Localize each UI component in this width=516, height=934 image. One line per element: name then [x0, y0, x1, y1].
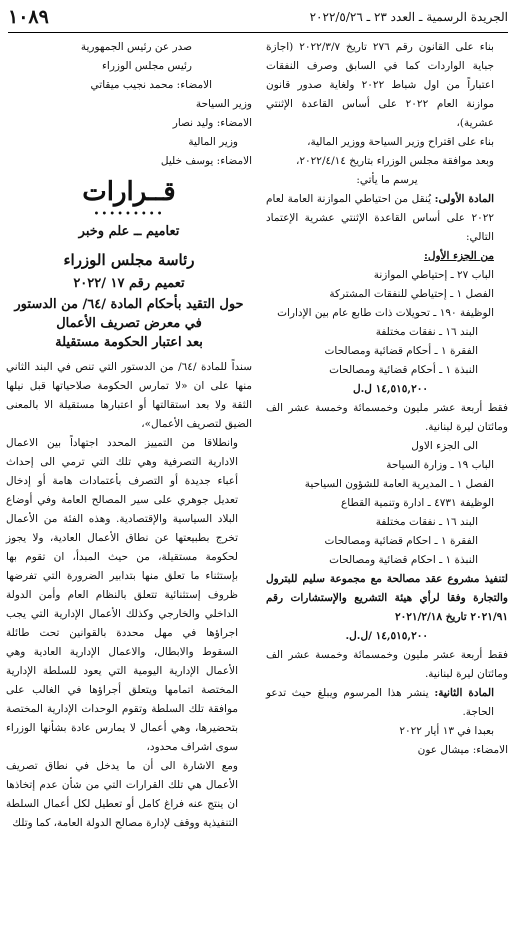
amount-2: ١٤,٥١٥,٢٠٠ /ل.ل.: [345, 630, 428, 642]
article-2-label: المادة الثانية:: [434, 687, 494, 699]
decree-after: وبعد موافقة مجلس الوزراء بتاريخ ٢٠٢٢/٤/١٤،: [296, 155, 494, 167]
purpose: لتنفيذ مشروع عقد مصالحة مع مجموعة سليم للبترول والتجارة وفقا لرأي هيئة التشريع والإستشارات رقم ٢٠٢١/٩١ تاريخ ٢٠٢١/٢/١٨: [266, 573, 508, 623]
pm-signature: الامضاء: محمد نجيب ميقاتي: [90, 79, 212, 91]
header-rule: [8, 32, 508, 33]
decree-formula: يرسم ما يأتي:: [356, 174, 418, 186]
president-signature: الامضاء: ميشال عون: [417, 744, 508, 756]
to-sub: النبذة ١ ـ احكام قضائية ومصالحات: [329, 554, 478, 566]
amount-1: ١٤,٥١٥,٢٠٠ ل.ل: [352, 383, 428, 395]
article-1-label: المادة الأولى:: [434, 193, 495, 205]
page-number: ١٠٨٩: [8, 6, 49, 28]
right-column: [266, 38, 508, 760]
from-item: البند ١٦ ـ نفقات مختلفة: [375, 326, 478, 338]
from-chapter: الباب ٢٧ ـ إحتياطي الموازنة: [373, 269, 494, 281]
article-1: [266, 190, 508, 247]
from-paragraph: الفقرة ١ ـ أحكام قضائية ومصالحات: [324, 345, 478, 357]
tourism-minister-title: وزير السياحة: [195, 98, 252, 110]
decree-date: بعبدا في ١٣ أيار ٢٠٢٢: [399, 725, 494, 737]
from-function: الوظيفة ١٩٠ ـ تحويلات ذات طابع عام بين الإدارات: [277, 307, 494, 319]
section-ornament: •••••••••: [93, 209, 165, 220]
issued-by: صدر عن رئيس الجمهورية: [80, 41, 192, 53]
from-section: الفصل ١ ـ إحتياطي للنفقات المشتركة: [329, 288, 494, 300]
to-chapter: الباب ١٩ ـ وزارة السياحة: [386, 459, 494, 471]
decree-proposal: بناء على اقتراح وزير السياحة ووزير المالية،: [307, 136, 494, 148]
authority-title: رئاسة مجلس الوزراء: [63, 251, 195, 269]
circular-title-2: في معرض تصريف الأعمال: [56, 316, 202, 331]
from-sub: النبذة ١ ـ أحكام قضائية ومصالحات: [329, 364, 478, 376]
amount-2-words: فقط أربعة عشر مليون وخمسمائة وخمسة عشر الف ومائتان ليرة لبنانية.: [266, 649, 508, 680]
finance-minister-signature: الامضاء: يوسف خليل: [160, 155, 252, 167]
to-paragraph: الفقرة ١ ـ احكام قضائية ومصالحات: [324, 535, 478, 547]
circular-para-1: سنداً للمادة /٦٤/ من الدستور التي تنص في البند الثاني منها على ان «لا تمارس الحكومة صلاحياتها قبل نيلها الثقة ولا بعد استقالتها أو اعتبارها مستقيلة الا بالمعنى الضيق لتصريف الأعمال»،: [6, 361, 252, 430]
finance-minister-title: وزير المالية: [188, 136, 238, 148]
article-1-text: يُنقل من احتياطي الموازنة العامة لعام ٢٠٢٢ على أساس القاعدة الإثنتي عشرية الإعتماد التالي:: [266, 193, 494, 243]
circular-title-1: حول التقيد بأحكام المادة /٦٤/ من الدستور: [14, 297, 244, 312]
circular-para-2: وانطلاقا من التمييز المحدد اجتهاداً بين الاعمال الادارية التصرفية وهي تلك التي ترمي الى إحداث أعباء جديدة أو التصرف بأعتمادات هامة أو إدخال تعديل جوهري على سير المصالح العامة وفي أوضاع البلاد السياسية والإقتصادية. وهذه الفئة من الأعمال تخرج بطبيعتها عن نطاق الأعمال العادية، ولا يجوز لحكومة مستقيلة، من حيث المبدأ، ان تقوم بها بإستثناء ما تعلق منها بتدابير الضرورة التي تفرضها ظروف إستثنائية تتعلق بالنظام العام وأمن الدولة الداخلي والخارجي وكذلك الأعمال الإدارية التي يجب اجراؤها في مهل محددة بالقوانين تحت طائلة السقوط والابطال، والاعمال الإدارية العادية وهي الأعمال الإدارية اليومية التي يعود للسلطة الإدارية المختصة اتمامها ويتعلق أجراؤها في الغالب على موافقة تلك السلطة وتقوم الوحدات الإدارية المختصة بتحضيرها، وهي أعمال لا يمارس عادة بشأنها الوزراء سوى اشراف محدود،: [6, 437, 238, 753]
article-2-text: ينشر هذا المرسوم ويبلغ حيث تدعو الحاجة.: [266, 687, 494, 718]
to-section: الفصل ١ ـ المديرية العامة للشؤون السياحية: [304, 478, 494, 490]
section-title: قــرارات: [82, 177, 176, 207]
circular-para-3: ومع الاشارة الى أن ما يدخل في نطاق تصريف الأعمال هي تلك القرارات التي من شأن عدم إتخاذها ان ينتج عنه فراغ كامل أو تعطيل لكل أعمال السلطة التنفيذية ووقف لإدارة مصالح الدولة العامة، كما وتلك: [6, 760, 238, 829]
to-item: البند ١٦ ـ نفقات مختلفة: [375, 516, 478, 528]
to-function: الوظيفة ٤٧٣١ ـ ادارة وتنمية القطاع: [341, 497, 494, 509]
article-2: [266, 684, 508, 722]
amount-1-words: فقط أربعة عشر مليون وخمسمائة وخمسة عشر الف ومائتان ليرة لبنانية.: [266, 402, 508, 433]
circular-title-3: بعد اعتبار الحكومة مستقيلة: [55, 335, 203, 350]
tourism-minister-signature: الامضاء: وليد نصار: [172, 117, 252, 129]
left-column: [6, 38, 252, 833]
subsection-title: تعاميم ــ علم وخبر: [78, 224, 180, 239]
circular-number: تعميم رقم ١٧ /٢٠٢٢: [73, 276, 185, 291]
decree-intro: بناء على القانون رقم ٢٧٦ تاريخ ٢٠٢٢/٣/٧ (اجازة جباية الواردات كما في السابق وصرف النفقات اعتباراً من اول شباط ٢٠٢٢ ولغاية صدور قانون موازنة العام ٢٠٢٢ على أساس القاعدة الإثنتي عشرية)،: [266, 41, 494, 129]
to-part: الى الجزء الاول: [411, 440, 478, 452]
from-part: من الجزء الأول:: [423, 250, 494, 262]
gazette-title: الجريدة الرسمية ـ العدد ٢٣ ـ ٢٠٢٢/٥/٢٦: [309, 10, 508, 24]
page-header: [8, 6, 508, 30]
pm-title: رئيس مجلس الوزراء: [101, 60, 192, 72]
